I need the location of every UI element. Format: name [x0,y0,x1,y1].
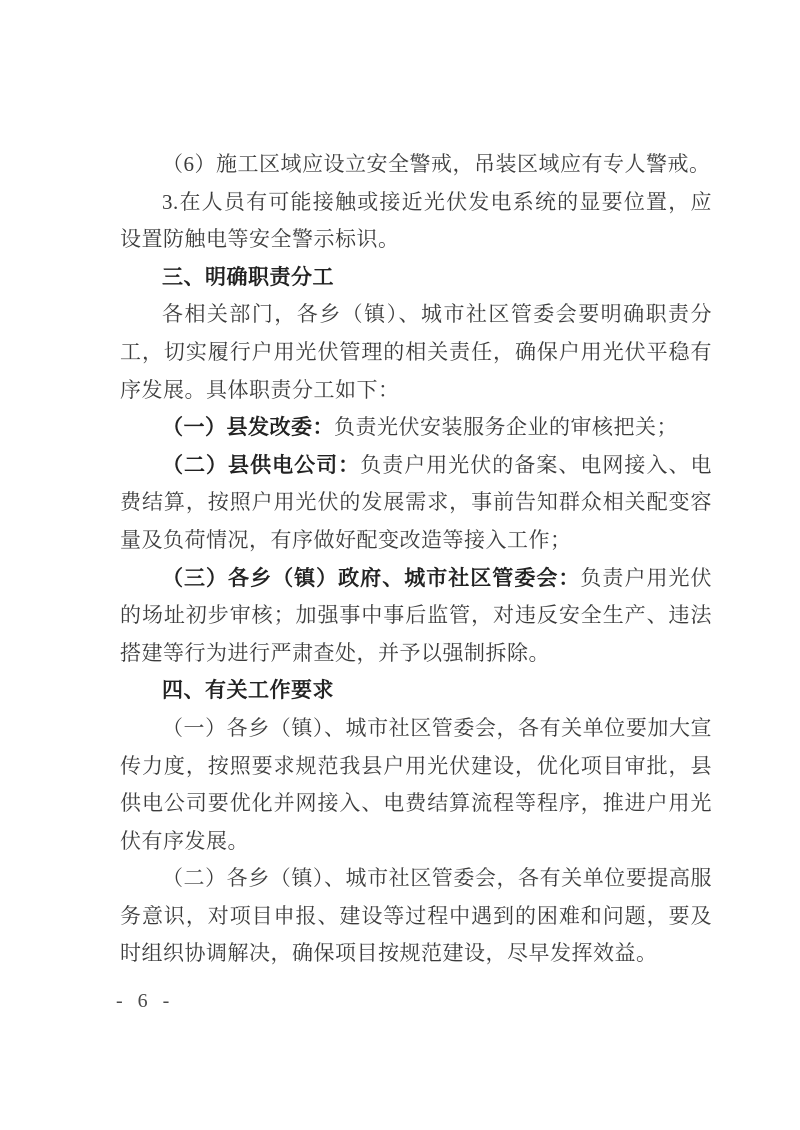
paragraph [120,560,712,673]
paragraph [120,447,712,560]
text-run-bold: 四、有关工作要求 [162,679,334,703]
text-run: （二）各乡（镇）、城市社区管委会，各有关单位要提高服务意识，对项目申报、建设等过程中遇到的困难和问题，要及时组织协调解决，确保项目按规范建设，尽早发挥效益。 [120,866,712,966]
text-run: 负责光伏安装服务企业的审核把关； [334,415,678,440]
section-heading [120,672,712,710]
text-run-bold: （一）县发改委： [162,416,334,440]
text-run: 各相关部门，各乡（镇）、城市社区管委会要明确职责分工，切实履行户用光伏管理的相关责任，确保户用光伏平稳有序发展。具体职责分工如下： [120,302,712,402]
section-heading [120,259,712,297]
text-run: 负责户用光伏的备案、电网接入、电费结算，按照户用光伏的发展需求，事前告知群众相关配变容量及负荷情况，有序做好配变改造等接入工作； [120,452,712,552]
text-run-bold: （二）县供电公司： [162,453,361,477]
paragraph [120,860,712,973]
text-run: （一）各乡（镇）、城市社区管委会，各有关单位要加大宣传力度，按照要求规范我县户用光伏建设，优化项目审批，县供电公司要优化并网接入、电费结算流程等程序，推进户用光伏有序发展。 [120,715,712,853]
text-run: 负责户用光伏的场址初步审核；加强事中事后监管，对违反安全生产、违法搭建等行为进行严肃查处，并予以强制拆除。 [120,565,713,665]
paragraph [120,146,712,184]
text-run-bold: （三）各乡（镇）政府、城市社区管委会： [162,566,581,590]
paragraph [120,409,712,447]
document-body [120,146,712,973]
text-run-bold: 三、明确职责分工 [162,265,334,289]
paragraph [120,296,712,409]
paragraph [120,184,712,259]
paragraph [120,710,712,860]
page-number: - 6 - [116,990,175,1012]
text-run: （6）施工区域应设立安全警戒，吊装区域应有专人警戒。 [162,152,711,176]
text-run: 3.在人员有可能接触或接近光伏发电系统的显要位置，应设置防触电等安全警示标识。 [120,189,712,252]
